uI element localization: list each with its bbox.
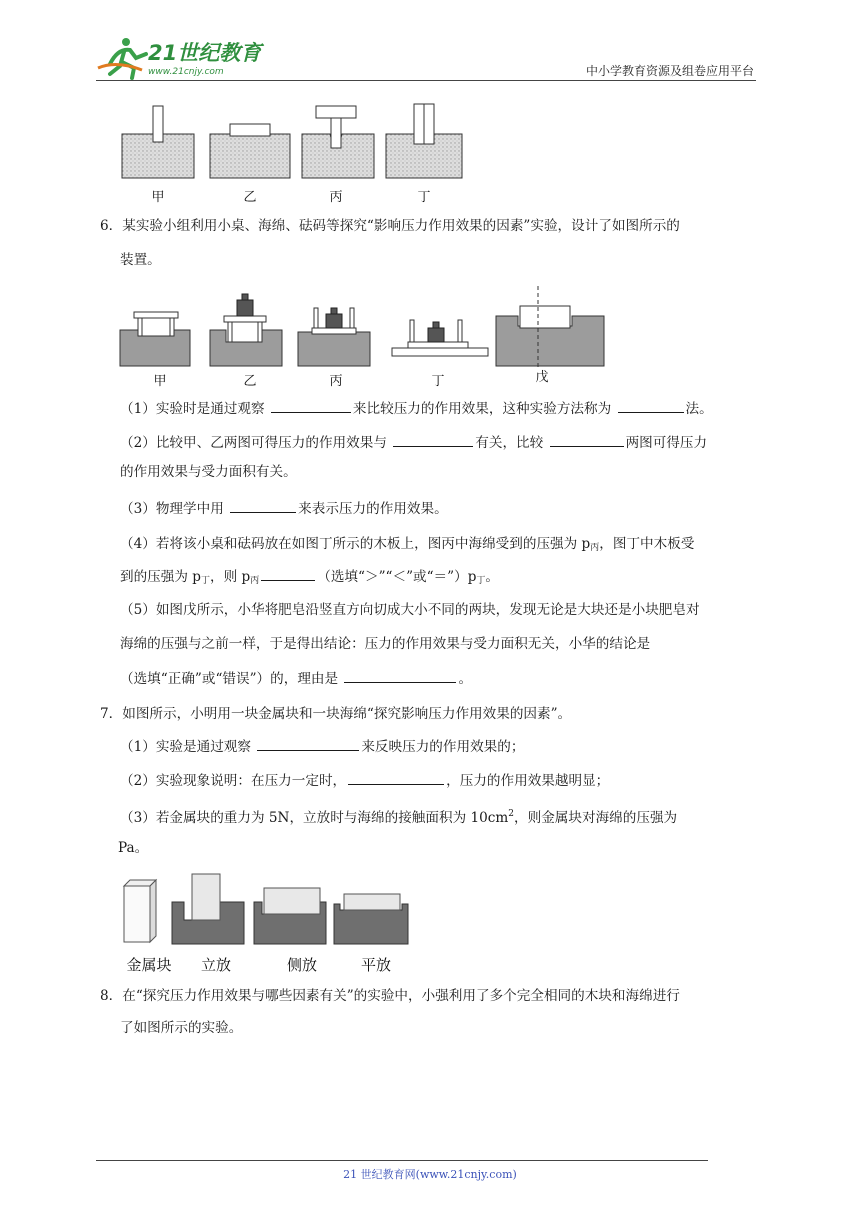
q7-part1-blank[interactable] <box>257 736 359 751</box>
figure-table-weights <box>118 286 608 370</box>
figure2-label-ding: 丁 <box>431 374 445 389</box>
q6-part4-line2: 到的压强为 $p_丁$，则 $p_丙$ （选填“＞”“＜”或“$=”)p_丁$。 <box>120 566 499 591</box>
q6-part5-line1: （5）如图戊所示，小华将肥皂沿竖直方向切成大小不同的两块，发现无论是大块还是小块肥皂对 <box>120 602 700 618</box>
q6-part5-line2: 海绵的压强与之前一样，于是得出结论：压力的作用效果与受力面积无关，小华的结论是 <box>120 636 651 652</box>
q6-part1-blank1[interactable] <box>271 398 351 413</box>
logo-runner-icon <box>96 34 266 82</box>
q6-part2-line2: 的作用效果与受力面积有关。 <box>120 464 297 480</box>
q6-part4-blank[interactable] <box>261 566 315 581</box>
header-platform-name: 中小学教育资源及组卷应用平台 <box>585 64 754 78</box>
q6-part1-blank2[interactable] <box>618 398 684 413</box>
table-sponge-diagram <box>118 286 608 370</box>
q7-stem: 7．如图所示，小明用一块金属块和一块海绵“探究影响压力作用效果的因素”。 <box>100 706 572 722</box>
header-divider <box>96 80 756 81</box>
q6-part2-blank1[interactable] <box>393 432 473 447</box>
figure2-label-jia: 甲 <box>153 374 167 389</box>
q8-line2: 了如图所示的实验。 <box>120 1020 243 1036</box>
figure3-label-metal-block: 金属块 <box>126 956 172 974</box>
figure1-label-yi: 乙 <box>243 190 257 205</box>
q6-part5-line3: （选填“正确”或“错误”）的，理由是 。 <box>120 668 472 689</box>
figure1-label-ding: 丁 <box>417 190 431 205</box>
svg-text:www.21cnjy.com: www.21cnjy.com <box>148 67 224 77</box>
q6-part5-blank[interactable] <box>344 668 456 683</box>
figure3-label-side: 侧放 <box>286 956 317 974</box>
figure2-label-bing: 丙 <box>329 374 343 389</box>
figure1-label-bing: 丙 <box>329 190 343 205</box>
q7-part3-line1: （3）若金属块的重力为 5N，立放时与海绵的接触面积为 $10cm^2$，则金属块对海绵的压强为 <box>120 809 678 826</box>
q7-part3-line2: Pa。 <box>118 840 149 856</box>
q6-part3-blank[interactable] <box>230 498 296 513</box>
q6-part2-blank2[interactable] <box>550 432 624 447</box>
q8-line1: 8．在“探究压力作用效果与哪些因素有关”的实验中，小强利用了多个完全相同的木块和海绵进行 <box>100 988 680 1004</box>
figure2-label-yi: 乙 <box>243 374 257 389</box>
figure3-label-upright: 立放 <box>200 956 231 974</box>
q7-part1: （1）实验是通过观察 来反映压力的作用效果的； <box>120 736 524 757</box>
figure2-label-wu: 戊 <box>535 370 549 385</box>
footer-site-link[interactable]: 21 世纪教育网(www.21cnjy.com) <box>343 1168 517 1181</box>
figure3-label-flat: 平放 <box>360 956 391 974</box>
footer-divider <box>96 1160 708 1161</box>
q7-part2: （2）实验现象说明：在压力一定时， ，压力的作用效果越明显； <box>120 770 609 791</box>
q6-stem-line2: 装置。 <box>120 252 161 268</box>
q6-part1: （1）实验时是通过观察 来比较压力的作用效果，这种实验方法称为 法。 <box>120 398 713 419</box>
svg-text:21世纪教育: 21世纪教育 <box>148 41 262 65</box>
q6-part3: （3）物理学中用 来表示压力的作用效果。 <box>120 498 448 519</box>
q7-part2-blank[interactable] <box>348 770 444 785</box>
q6-part4-line1: （4）若将该小桌和砝码放在如图丁所示的木板上，图丙中海绵受到的压强为 $p_丙$，图丁中木板受 <box>120 536 695 553</box>
metal-block-diagram <box>118 870 414 948</box>
q6-part2-line1: （2）比较甲、乙两图可得压力的作用效果与 有关，比较 两图可得压力 <box>120 432 707 453</box>
site-logo <box>96 34 266 82</box>
figure-metal-block <box>118 870 414 948</box>
figure1-label-jia: 甲 <box>151 190 165 205</box>
q6-stem-line1: 6．某实验小组利用小桌、海绵、砝码等探究“影响压力作用效果的因素”实验，设计了如图所示的 <box>100 218 680 234</box>
